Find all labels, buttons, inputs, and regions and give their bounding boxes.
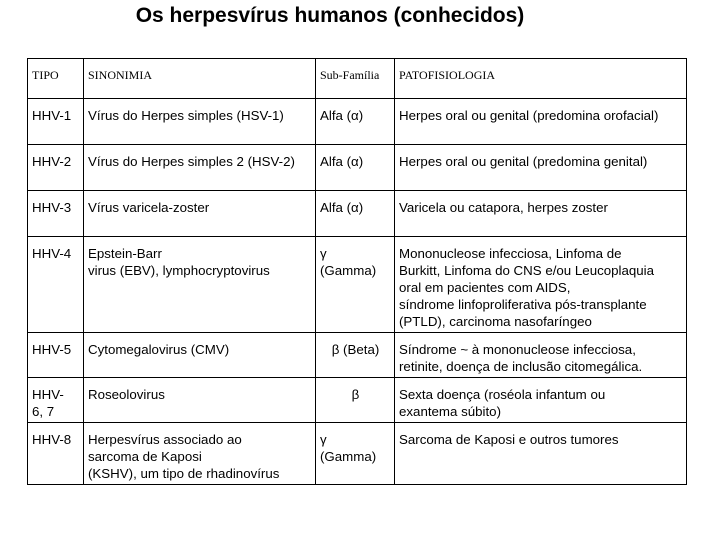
- cell-tipo: [28, 99, 84, 145]
- cell-line: Alfa (α): [320, 108, 364, 123]
- cell-line: Vírus varicela-zoster: [88, 200, 210, 215]
- cell-line: sarcoma de Kaposi: [88, 449, 202, 464]
- cell-subfamilia: [316, 99, 395, 145]
- header-sinonimia: SINONIMIA: [84, 59, 316, 99]
- cell-patofisiologia: [395, 333, 687, 378]
- cell-line: (Gamma): [320, 449, 377, 464]
- cell-tipo: [28, 423, 84, 485]
- cell-sinonimia: [84, 423, 316, 485]
- table-row: [28, 237, 687, 333]
- cell-line: Herpes oral ou genital (predomina orofacial): [399, 108, 659, 123]
- cell-sinonimia: [84, 99, 316, 145]
- cell-subfamilia: [316, 333, 395, 378]
- cell-line: síndrome linfoproliferativa pós-transplante: [399, 297, 647, 312]
- table-row: [28, 423, 687, 485]
- cell-sinonimia: [84, 333, 316, 378]
- cell-line: β (Beta): [331, 342, 380, 357]
- cell-line: HHV-3: [32, 200, 72, 215]
- cell-patofisiologia: [395, 145, 687, 191]
- cell-tipo: [28, 378, 84, 423]
- cell-line: Roseolovirus: [88, 387, 165, 402]
- cell-line: Varicela ou catapora, herpes zoster: [399, 200, 608, 215]
- header-patofisiologia: PATOFISIOLOGIA: [395, 59, 687, 99]
- cell-subfamilia: [316, 191, 395, 237]
- cell-line: Mononucleose infecciosa, Linfoma de: [399, 246, 622, 261]
- cell-line: retinite, doença de inclusão citomegálica.: [399, 359, 643, 374]
- table-row: [28, 333, 687, 378]
- table-row: [28, 191, 687, 237]
- cell-line: (KSHV), um tipo de rhadinovírus: [88, 466, 280, 481]
- cell-line: Burkitt, Linfoma do CNS e/ou Leucoplaquia: [399, 263, 655, 278]
- cell-line: Herpes oral ou genital (predomina genital): [399, 154, 648, 169]
- cell-tipo: [28, 145, 84, 191]
- cell-line: β: [351, 387, 360, 402]
- cell-patofisiologia: [395, 99, 687, 145]
- cell-line: Vírus do Herpes simples 2 (HSV-2): [88, 154, 295, 169]
- cell-line: HHV-: [32, 387, 64, 402]
- cell-line: Epstein-Barr: [88, 246, 162, 261]
- cell-line: Herpesvírus associado ao: [88, 432, 242, 447]
- cell-patofisiologia: [395, 191, 687, 237]
- cell-tipo: [28, 333, 84, 378]
- cell-patofisiologia: [395, 378, 687, 423]
- cell-patofisiologia: [395, 237, 687, 333]
- cell-subfamilia: [316, 145, 395, 191]
- cell-line: HHV-5: [32, 342, 72, 357]
- cell-line: γ: [320, 246, 327, 261]
- table-row: [28, 99, 687, 145]
- cell-patofisiologia: [395, 423, 687, 485]
- cell-line: Cytomegalovirus (CMV): [88, 342, 230, 357]
- cell-sinonimia: [84, 378, 316, 423]
- cell-line: HHV-8: [32, 432, 72, 447]
- cell-line: exantema súbito): [399, 404, 501, 419]
- herpesvirus-table: [27, 58, 687, 485]
- header-subfamilia: Sub-Família: [316, 59, 395, 99]
- page-title: Os herpesvírus humanos (conhecidos): [135, 4, 525, 27]
- cell-line: Vírus do Herpes simples (HSV-1): [88, 108, 284, 123]
- cell-line: Sarcoma de Kaposi e outros tumores: [399, 432, 619, 447]
- cell-subfamilia: [316, 237, 395, 333]
- cell-line: Sexta doença (roséola infantum ou: [399, 387, 606, 402]
- cell-line: virus (EBV), lymphocryptovirus: [88, 263, 270, 278]
- cell-line: 6, 7: [32, 404, 55, 419]
- cell-sinonimia: [84, 237, 316, 333]
- cell-line: Alfa (α): [320, 154, 364, 169]
- cell-line: (Gamma): [320, 263, 377, 278]
- cell-subfamilia: [316, 378, 395, 423]
- cell-subfamilia: [316, 423, 395, 485]
- table-row: [28, 378, 687, 423]
- cell-line: γ: [320, 432, 327, 447]
- cell-line: HHV-4: [32, 246, 72, 261]
- cell-line: Alfa (α): [320, 200, 364, 215]
- cell-tipo: [28, 237, 84, 333]
- table-header-row: [28, 59, 687, 99]
- cell-line: (PTLD), carcinoma nasofaríngeo: [399, 314, 592, 329]
- table-row: [28, 145, 687, 191]
- cell-sinonimia: [84, 145, 316, 191]
- cell-line: HHV-1: [32, 108, 72, 123]
- cell-sinonimia: [84, 191, 316, 237]
- header-tipo: TIPO: [28, 59, 84, 99]
- cell-line: oral em pacientes com AIDS,: [399, 280, 571, 295]
- cell-tipo: [28, 191, 84, 237]
- cell-line: Síndrome ~ à mononucleose infecciosa,: [399, 342, 636, 357]
- cell-line: HHV-2: [32, 154, 72, 169]
